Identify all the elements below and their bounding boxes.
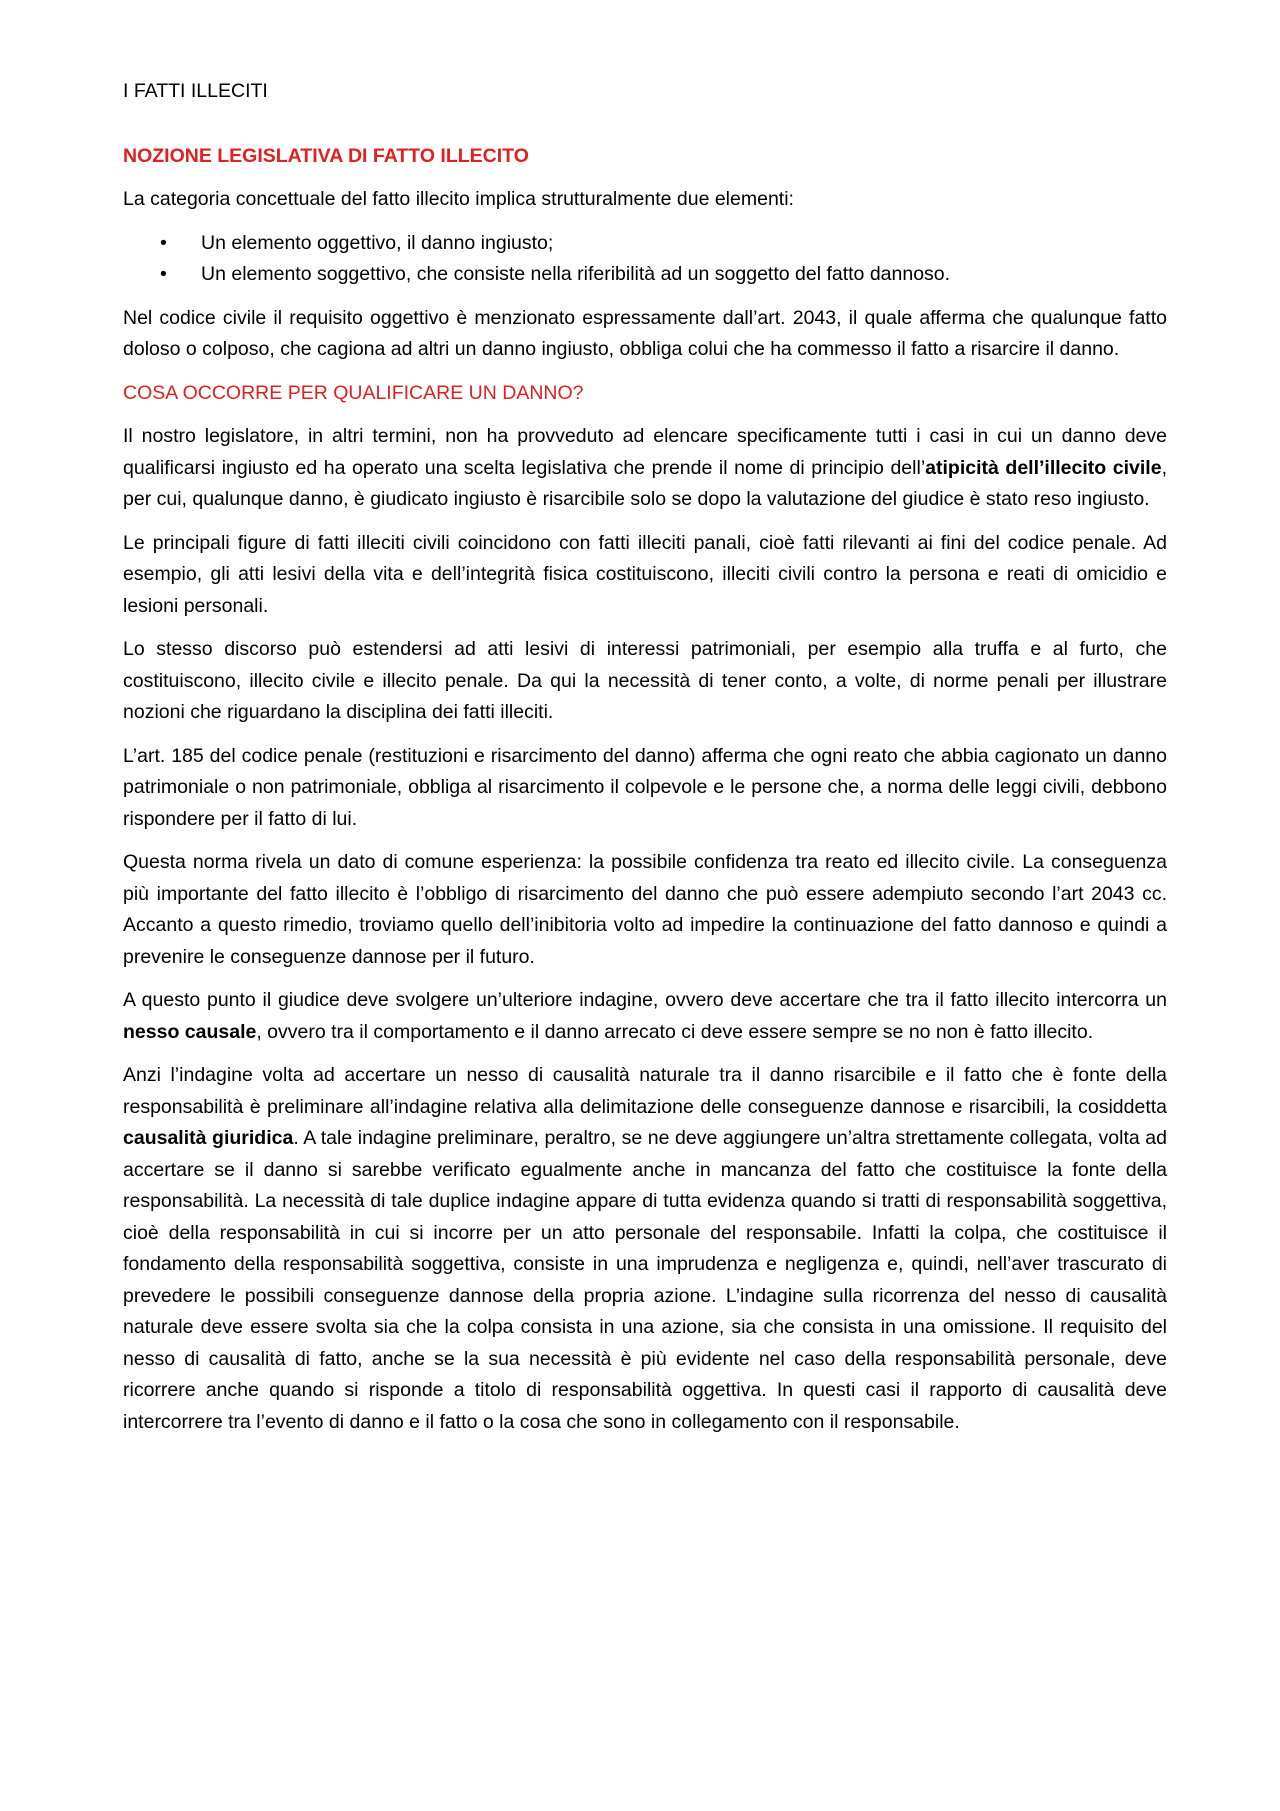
bold-term: atipicità dell’illecito civile — [925, 456, 1162, 479]
list-item-text: Un elemento oggettivo, il danno ingiusto; — [201, 231, 554, 254]
paragraph-nesso-causale — [123, 985, 1167, 1048]
intro-paragraph: La categoria concettuale del fatto illecito implica strutturalmente due elementi: — [123, 188, 794, 210]
paragraph-art-185: L’art. 185 del codice penale (restituzioni e risarcimento del danno) afferma che ogni reato che abbia cagionato un danno patrimoniale o non patrimoniale, obbliga al risarcimento il colpevole e le persone che, a norma delle leggi civili, debbono rispondere per il fatto di lui. — [123, 744, 1167, 830]
paragraph-atipicita — [123, 421, 1167, 516]
list-item — [123, 228, 1167, 260]
list-item-text: Un elemento soggettivo, che consiste nella riferibilità ad un soggetto del fatto dannoso. — [201, 263, 951, 285]
paragraph-text: Il nostro legislatore, in altri termini, non ha provveduto ad elencare specificamente tutti i casi in cui un danno deve qualificarsi ingiusto ed ha operato una scelta legislativa che prende il nome di principio dell’ — [123, 425, 1167, 479]
section-heading: NOZIONE LEGISLATIVA DI FATTO ILLECITO — [123, 144, 529, 167]
bullet-icon: • — [160, 231, 167, 254]
paragraph-text: , per cui, qualunque danno, è giudicato ingiusto è risarcibile solo se dopo la valutazione del giudice è stato reso ingiusto. — [123, 456, 1167, 510]
subheading-question: COSA OCCORRE PER QUALIFICARE UN DANNO? — [123, 381, 584, 404]
document-page — [123, 76, 1167, 1450]
paragraph-art-2043: Nel codice civile il requisito oggettivo è menzionato espressamente dall’art. 2043, il quale afferma che qualunque fatto doloso o colposo, che cagiona ad altri un danno ingiusto, obbliga colui che ha commesso il fatto a risarcire il danno. — [123, 306, 1167, 360]
bold-term: causalità giuridica — [123, 1127, 294, 1149]
bullet-icon: • — [160, 263, 167, 285]
paragraph-figure-illeciti: Le principali figure di fatti illeciti civili coincidono con fatti illeciti panali, cioè fatti rilevanti ai fini del codice penale. Ad esempio, gli atti lesivi della vita e dell’integrità fisica costituiscono, illeciti civili contro la persona e reati di omicidio e lesioni personali. — [123, 531, 1167, 617]
bold-term: nesso causale — [123, 1020, 257, 1043]
paragraph-text: A questo punto il giudice deve svolgere un’ulteriore indagine, ovvero deve accertare che tra il fatto illecito intercorra un — [123, 989, 1167, 1011]
paragraph-text: Anzi l’indagine volta ad accertare un nesso di causalità naturale tra il danno risarcibile e il fatto che è fonte della responsabilità è preliminare all’indagine relativa alla delimitazione delle conseguenze dannose e risarcibili, la cosiddetta — [123, 1064, 1167, 1118]
paragraph-conseguenze: Questa norma rivela un dato di comune esperienza: la possibile confidenza tra reato ed illecito civile. La conseguenza più importante del fatto illecito è l’obbligo di risarcimento del danno che può essere adempiuto secondo l’art 2043 cc. Accanto a questo rimedio, troviamo quello dell’inibitoria volto ad impedire la continuazione del fatto dannoso e quindi a prevenire le conseguenze dannose per il futuro. — [123, 851, 1167, 968]
elements-list — [123, 228, 1167, 291]
paragraph-text: , ovvero tra il comportamento e il danno arrecato ci deve essere sempre se no non è fatto illecito. — [256, 1020, 1094, 1043]
paragraph-causalita-giuridica — [123, 1060, 1167, 1438]
paragraph-text: . A tale indagine preliminare, peraltro, se ne deve aggiungere un’altra strettamente collegata, volta ad accertare se il danno si sarebbe verificato egualmente anche in mancanza del fatto che costituisce la fonte della responsabilità. La necessità di tale duplice indagine appare di tutta evidenza quando si tratti di responsabilità soggettiva, cioè della responsabilità in cui si incorre per un atto personale del responsabile. Infatti la colpa, che costituisce il fondamento della responsabilità soggettiva, consiste in una imprudenza e negligenza e, quindi, nell’aver trascurato di prevedere le possibili conseguenze dannose della propria azione. L’indagine sulla ricorrenza del nesso di causalità naturale deve essere svolta sia che la colpa consista in una azione, sia che consista in una omissione. Il requisito del nesso di causalità di fatto, anche se la sua necessità è più evidente nel caso della responsabilità personale, deve ricorrere anche quando si risponde a titolo di responsabilità oggettiva. In questi casi il rapporto di causalità deve intercorrere tra l’evento di danno e il fatto o la cosa che sono in collegamento con il responsabile. — [123, 1127, 1167, 1433]
paragraph-interessi-patrimoniali: Lo stesso discorso può estendersi ad atti lesivi di interessi patrimoniali, per esempio alla truffa e al furto, che costituiscono, illecito civile e illecito penale. Da qui la necessità di tener conto, a volte, di norme penali per illustrare nozioni che riguardano la disciplina dei fatti illeciti. — [123, 638, 1167, 723]
document-title: I FATTI ILLECITI — [123, 80, 268, 102]
list-item — [123, 259, 1167, 291]
